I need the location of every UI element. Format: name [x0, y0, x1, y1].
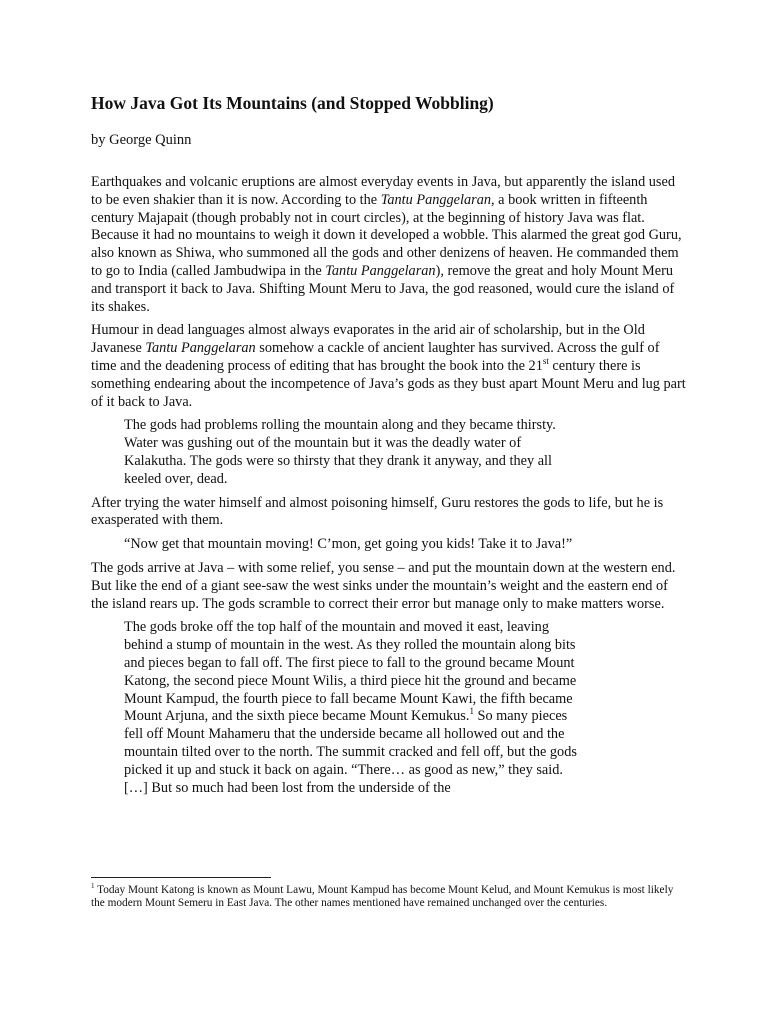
article-title: How Java Got Its Mountains (and Stopped Wobbling)	[91, 93, 494, 113]
quote-text: The gods broke off the top half of the mountain and moved it east, leaving behind a stump of mountain in the west. As they rolled the mountain along bits and pieces began to fall off. The first piece to fall to the ground became Mount Katong, the second piece Mount Wilis, a third piece hit the ground and became Mount Kampud, the fourth piece to fall became Mount Kawi, the fifth became Mount Arjuna, and the sixth piece became Mount Kemukus.	[124, 619, 577, 725]
paragraph-text: ), remove the great and holy Mount Meru and transport it back to Java. Shifting Mount Meru to Java, the god reasoned, would cure the island of its shakes.	[91, 262, 675, 315]
block-quote-1: The gods had problems rolling the mountain along and they became thirsty. Water was gushing out of the mountain but it was the deadly water of Kalakutha. The gods were so thirsty that they drank it anyway, and they all keeled over, dead.	[124, 417, 556, 487]
quote-text: So many pieces fell off Mount Mahameru that the underside became all hollowed out and the mountain tilted over to the north. The summit cracked and fell off, but the gods picked it up and stuck it back on again. “There… as good as new,” they said. […] But so much had been lost from the underside of the	[124, 708, 577, 796]
paragraph-4: The gods arrive at Java – with some relief, you sense – and put the mountain down at the western end. But like the end of a giant see-saw the west sinks under the mountain’s weight and the eastern end of the island rears up. The gods scramble to correct their error but manage only to make matters worse.	[91, 559, 676, 612]
paragraph-text: century there is something endearing about the incompetence of Java’s gods as they bust apart Mount Meru and lug part of it back to Java.	[91, 357, 686, 410]
paragraph-text: Earthquakes and volcanic eruptions are almost everyday events in Java, but apparently the island used to be even shakier than it is now. According to the	[91, 174, 675, 208]
footnote-divider	[91, 877, 271, 878]
byline: by George Quinn	[91, 132, 192, 148]
book-title: Tantu Panggelaran	[380, 191, 492, 208]
book-title: Tantu Panggelaran	[145, 340, 256, 357]
paragraph-1	[91, 174, 686, 316]
footnote-text: Today Mount Katong is known as Mount Lawu, Mount Kampud has become Mount Kelud, and Mount Kemukus is most likely the modern Mount Semeru in East Java. The other names mentioned have remained unchanged over the centuries.	[91, 884, 674, 909]
paragraph-text: Humour in dead languages almost always evaporates in the arid air of scholarship, but in the Old Javanese	[91, 322, 645, 357]
paragraph-2	[91, 322, 686, 411]
block-quote-2: “Now get that mountain moving! C’mon, get going you kids! Take it to Java!”	[124, 536, 573, 553]
footnote-reference[interactable]: 1	[469, 706, 474, 717]
superscript: st	[542, 356, 549, 367]
book-title: Tantu Panggelaran	[325, 262, 436, 279]
footnote	[91, 884, 681, 910]
article-body	[91, 174, 686, 803]
paragraph-text: , a book written in fifteenth century Majapait (though probably not in court circles), at the beginning of history Java was flat. Because it had no mountains to weigh it down it developed a wobble. This alarmed the great god Guru, also known as Shiwa, who summoned all the gods and other denizens of heaven. He commanded them to go to India (called Jambudwipa in the	[91, 191, 682, 279]
footnote-mark: 1	[91, 882, 95, 891]
paragraph-text: somehow a cackle of ancient laughter has survived. Across the gulf of time and the deadening process of editing that has brought the book into the 21	[91, 340, 660, 374]
paragraph-3: After trying the water himself and almost poisoning himself, Guru restores the gods to life, but he is exasperated with them.	[91, 494, 664, 529]
block-quote-3	[124, 619, 579, 797]
